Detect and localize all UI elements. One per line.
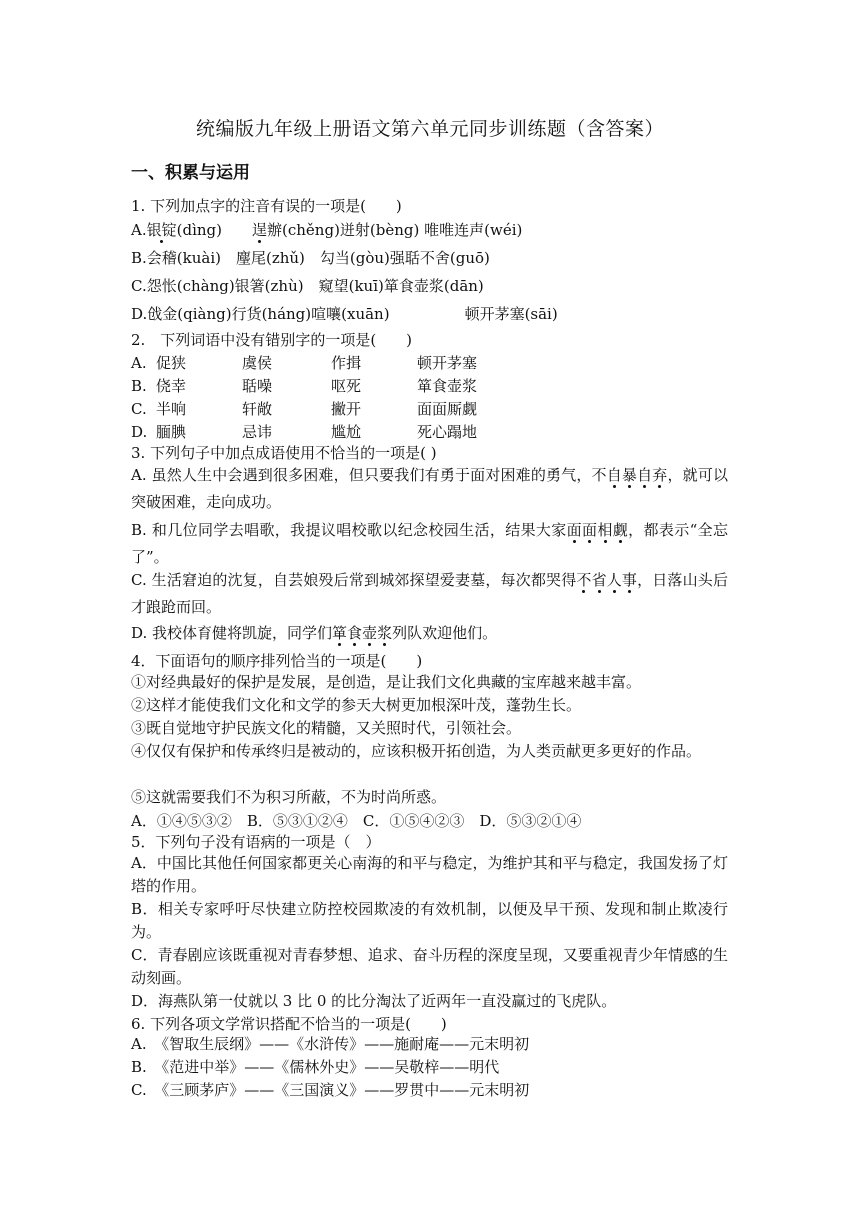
q3-stem: 3. 下列句子中加点成语使用不恰当的一项是( ) bbox=[131, 444, 437, 462]
q2-row-b: B. 侥幸 聒噪 呕死 箪食壶浆 bbox=[131, 377, 478, 395]
q4-sentence-2: ②这样才能使我们文化和文学的参天大树更加根深叶茂，蓬勃生长。 bbox=[131, 696, 582, 714]
dotted-char: 事 bbox=[621, 571, 638, 589]
q3-option-b: B. 和几位同学去唱歌，我提议唱校歌以纪念校园生活，结果大家面面相觑，都表示“全忘了”。 bbox=[131, 521, 729, 566]
dotted-char: 自 bbox=[606, 466, 622, 484]
q4-options: A．①④⑤③② B．⑤③①②④ C．①⑤④②③ D．⑤③②①④ bbox=[131, 812, 582, 830]
q4-stem: 4．下面语句的顺序排列恰当的一项是( ) bbox=[131, 652, 423, 670]
q5-option-c: C．青春剧应该既重视对青春梦想、追求、奋斗历程的深度呈现，又要重视青少年情感的生动刻画。 bbox=[131, 946, 728, 987]
q3-option-d: D. 我校体育健将凯旋，同学们箪食壶浆列队欢迎他们。 bbox=[131, 624, 498, 642]
q4-sentence-5: ⑤这就需要我们不为积习所蔽，不为时尚所惑。 bbox=[131, 788, 447, 806]
page-title: 统编版九年级上册语文第六单元同步训练题（含答案） bbox=[195, 118, 664, 140]
q1-option-b: B.会稽(kuài) 麈尾(zhǔ) 勾当(gòu)强聒不舍(guō) bbox=[131, 249, 490, 267]
dotted-char: 省 bbox=[591, 571, 607, 589]
q6-option-a: A. 《智取生辰纲》——《水浒传》——施耐庵——元末明初 bbox=[131, 1035, 530, 1053]
q6-option-b: B. 《范进中举》——《儒林外史》——吴敬梓——明代 bbox=[131, 1058, 500, 1076]
dotted-char: 食 bbox=[347, 624, 363, 642]
q2-row-a: A. 促狭 虞侯 作揖 顿开茅塞 bbox=[131, 354, 478, 372]
dotted-idiom bbox=[576, 571, 637, 589]
dotted-char: 觑 bbox=[612, 521, 629, 539]
q4-sentence-4: ④仅仅有保护和传承终归是被动的，应该积极开拓创造，为人类贡献更多更好的作品。 bbox=[131, 742, 702, 760]
dotted-idiom bbox=[567, 521, 629, 539]
q4-sentence-1: ①对经典最好的保护是发展，是创造，是让我们文化典藏的宝库越来越丰富。 bbox=[131, 673, 642, 691]
dotted-idiom bbox=[332, 624, 392, 642]
dotted-char: 弃 bbox=[652, 466, 668, 484]
q1-stem: 1. 下列加点字的注音有误的一项是( ) bbox=[131, 197, 402, 215]
dotted-char: 箪 bbox=[332, 624, 348, 642]
dotted-idiom bbox=[607, 466, 668, 484]
dotted-char: 相 bbox=[597, 521, 613, 539]
q5-option-b: B．相关专家呼吁尽快建立防控校园欺凌的有效机制，以便及早干预、发现和制止欺凌行为。 bbox=[131, 900, 728, 941]
dotted-char: 自 bbox=[637, 466, 653, 484]
q1-option-c: C.怨怅(chàng)银箸(zhù) 窥望(kuī)箪食壶浆(dān) bbox=[131, 277, 484, 295]
dotted-char: 面 bbox=[582, 521, 598, 539]
dotted-char: 不 bbox=[576, 571, 592, 589]
section-heading: 一、积累与运用 bbox=[131, 163, 250, 183]
dotted-char: 暴 bbox=[621, 466, 638, 484]
dotted-char: 面 bbox=[566, 521, 583, 539]
q2-row-d: D. 腼腆 忌讳 尴尬 死心蹋地 bbox=[131, 423, 478, 441]
dotted-char: 壶 bbox=[362, 624, 378, 642]
dotted-char: 银锭 bbox=[146, 221, 177, 239]
q5-stem: 5．下列句子没有语病的一项是（ ） bbox=[131, 833, 381, 851]
q6-option-c: C. 《三顾茅庐》——《三国演义》——罗贯中——元末明初 bbox=[131, 1081, 530, 1099]
q6-stem: 6. 下列各项文学常识搭配不恰当的一项是( ) bbox=[131, 1015, 447, 1033]
q5-option-a: A．中国比其他任何国家都更关心南海的和平与稳定，为维护其和平与稳定，我国发扬了灯塔的作用。 bbox=[131, 854, 728, 895]
q5-option-d: D．海燕队第一仗就以 3 比 0 的比分淘汰了近两年一直没赢过的飞虎队。 bbox=[131, 992, 617, 1010]
dotted-char: 人 bbox=[606, 571, 622, 589]
q2-row-c: C. 半响 轩敞 撇开 面面厮觑 bbox=[131, 400, 478, 418]
q2-stem: 2. 下列词语中没有错别字的一项是( ) bbox=[131, 331, 413, 349]
dotted-char: 浆 bbox=[377, 624, 393, 642]
q3-option-c: C. 生活窘迫的沈复，自芸娘殁后常到城郊探望爱妻墓，每次都哭得不省人事，日落山头后才踉跄而回。 bbox=[131, 571, 728, 616]
q1-option-d: D.戗金(qiàng)行货(háng)喧嚷(xuān) 顿开茅塞(sāi) bbox=[131, 305, 558, 323]
dotted-char: 逞 bbox=[252, 221, 268, 239]
q3-option-a: A. 虽然人生中会遇到很多困难，但只要我们有勇于面对困难的勇气，不自暴自弃，就可以突破困难，走向成功。 bbox=[131, 466, 728, 511]
q4-sentence-3: ③既自觉地守护民族文化的精髓，又关照时代，引领社会。 bbox=[131, 719, 522, 737]
q1-option-a: A.银锭(dìng) 逞辦(chěng)迸射(bèng) 唯唯连声(wéi) bbox=[131, 221, 523, 239]
